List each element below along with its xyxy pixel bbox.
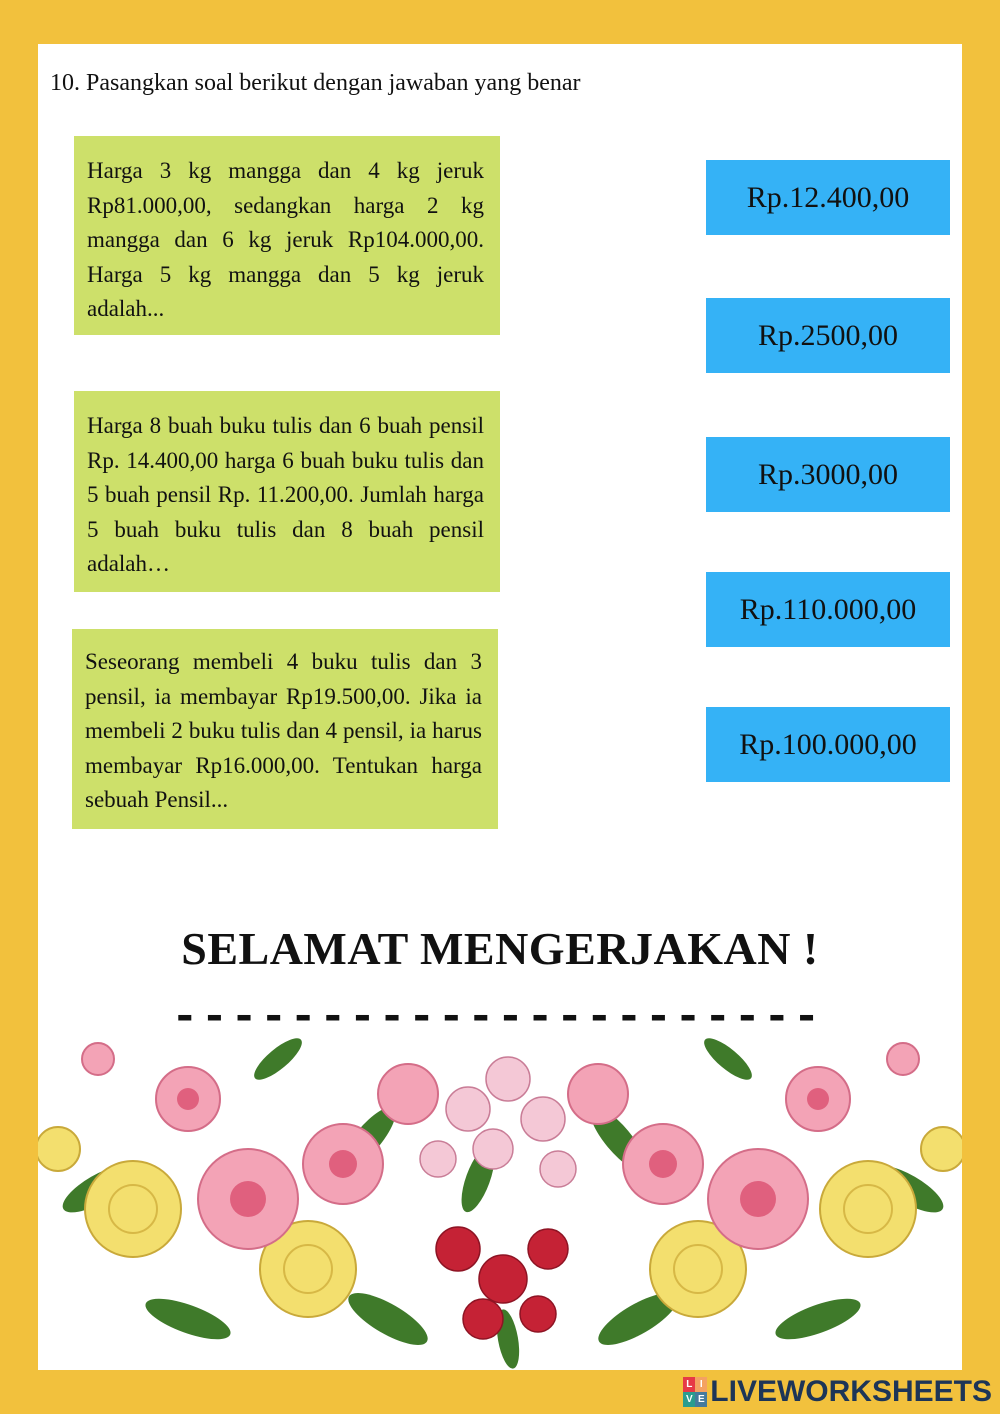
answer-option-4[interactable]: Rp.110.000,00 bbox=[706, 572, 950, 647]
problem-box-3[interactable]: Seseorang membeli 4 buku tulis dan 3 pensil, ia membayar Rp19.500,00. Jika ia membeli 2 buku tulis dan 4 pensil, ia harus membayar Rp16.000,00. Tentukan harga sebuah Pensil... bbox=[72, 629, 498, 829]
liveworksheets-footer[interactable] bbox=[683, 1375, 992, 1409]
heading-divider: ---------------------- bbox=[171, 992, 823, 1044]
worksheet-page bbox=[38, 44, 962, 1370]
answer-option-1[interactable]: Rp.12.400,00 bbox=[706, 160, 950, 235]
answer-option-2[interactable]: Rp.2500,00 bbox=[706, 298, 950, 373]
question-title: 10. Pasangkan soal berikut dengan jawaban yang benar bbox=[50, 70, 581, 96]
answer-option-5[interactable]: Rp.100.000,00 bbox=[706, 707, 950, 782]
problem-box-2[interactable]: Harga 8 buah buku tulis dan 6 buah pensil Rp. 14.400,00 harga 6 buah buku tulis dan 5 buah pensil Rp. 11.200,00. Jumlah harga 5 buah buku tulis dan 8 buah pensil adalah… bbox=[74, 391, 500, 592]
closing-heading: SELAMAT MENGERJAKAN ! bbox=[181, 923, 819, 974]
liveworksheets-logo-icon: L I V E bbox=[683, 1377, 707, 1407]
flower-border-illustration bbox=[38, 1019, 962, 1370]
liveworksheets-brand: LIVEWORKSHEETS bbox=[710, 1375, 992, 1408]
problem-box-1[interactable]: Harga 3 kg mangga dan 4 kg jeruk Rp81.000,00, sedangkan harga 2 kg mangga dan 6 kg jeruk Rp104.000,00. Harga 5 kg mangga dan 5 kg jeruk adalah... bbox=[74, 136, 500, 335]
answer-option-3[interactable]: Rp.3000,00 bbox=[706, 437, 950, 512]
